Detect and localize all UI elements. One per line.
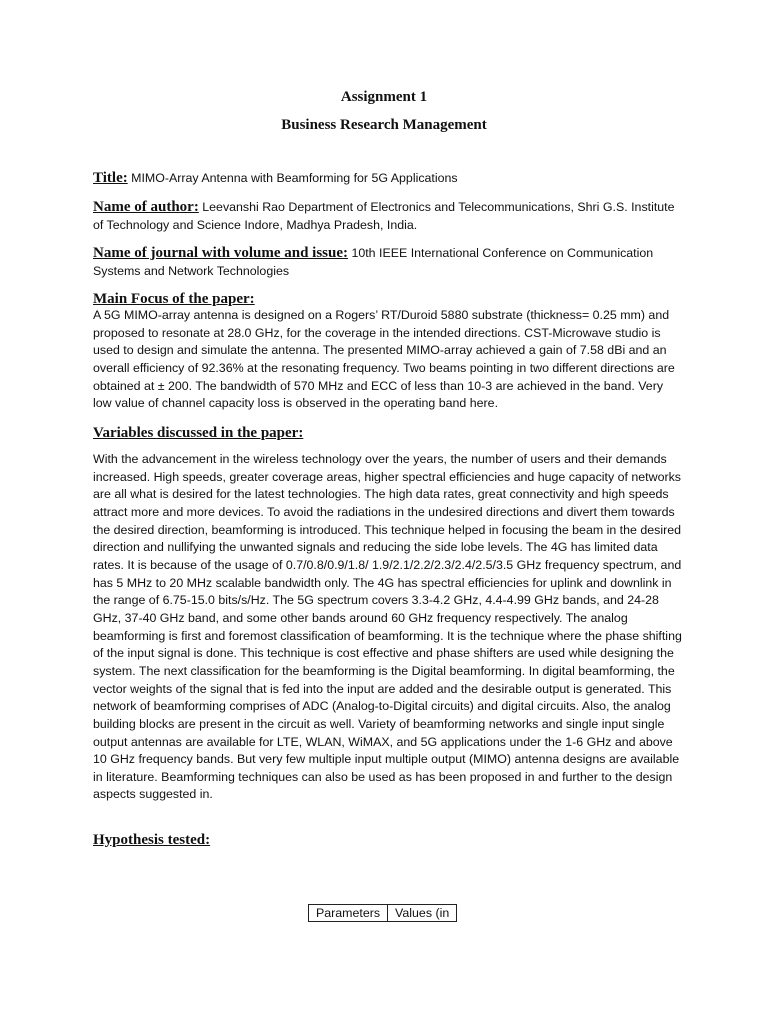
variables-paragraph: With the advancement in the wireless technology over the years, the number of users and their demands increased. High speeds, greater coverage areas, higher spectral efficiencies and huge capacity of networks are all what is desired for the latest technologies. The high data rates, great connectivity and high speeds attract more and more devices. To avoid the radiations in the undesired directions and divert them towards the desired direction, beamforming is introduced. This technique helped in focusing the beam in the desired direction and nullifying the unwanted signals and reducing the side lobe levels. The 4G has limited data rates. It is because of the usage of 0.7/0.8/0.9/1.8/ 1.9/2.1/2.2/2.3/2.4/2.5/3.5 GHz frequency spectrum, and has 5 MHz to 20 MHz scalable bandwidth only. The 4G has spectral efficiencies for uplink and downlink in the range of 6.75-15.0 bits/s/Hz. The 5G spectrum covers 3.3-4.2 GHz, 4.4-4.99 GHz bands, and 24-28 GHz, 37-40 GHz band, and some other bands around 60 GHz frequency respectively. The analog beamforming is first and foremost classification of beamforming. It is the technique where the phase shifting of the input signal is done. This technique is cost effective and phase shifters are used while designing the system. The next classification for the beamforming is the Digital beamforming. In digital beamforming, the vector weights of the signal that is fed into the input are added and the desirable output is generated. This network of beamforming comprises of ADC (Analog-to-Digital circuits) and digital circuits. Also, the analog building blocks are present in the circuit as well. Variety of beamforming networks and single input single output antennas are available for LTE, WLAN, WiMAX, and 5G applications under the 1-6 GHz and above 10 GHz frequency bands. But very few multiple input multiple output (MIMO) antenna designs are available in literature. Beamforming techniques can also be used as has been proposed in and further to the design aspects suggested in.	[93, 452, 682, 802]
author-line	[93, 199, 685, 234]
main-focus-heading: Main Focus of the paper:	[93, 291, 255, 307]
author-value: Leevanshi Rao Department of Electronics and Telecommunications, Shri G.S. Institute of Technology and Science Indore, Madhya Pradesh, India.	[93, 200, 675, 232]
assignment-title: Assignment 1	[340, 89, 428, 105]
title-label: Title:	[93, 170, 128, 186]
table-header-row	[309, 905, 457, 922]
course-title: Business Research Management	[281, 117, 487, 133]
variables-heading: Variables discussed in the paper:	[93, 425, 304, 441]
journal-value: 10th IEEE International Conference on Communication Systems and Network Technologies	[93, 246, 654, 278]
author-label: Name of author:	[93, 199, 199, 215]
paper-title-line	[93, 170, 685, 188]
main-focus-paragraph: A 5G MIMO-array antenna is designed on a Rogers’ RT/Duroid 5880 substrate (thickness= 0.25 mm) and proposed to resonate at 28.0 GHz, for the coverage in the intended directions. CST-Microwave studio is used to design and simulate the antenna. The presented MIMO-array achieved a gain of 7.58 dBi and an overall efficiency of 92.36% at the resonating frequency. Two beams pointing in two different directions are obtained at ± 200. The bandwidth of 570 MHz and ECC of less than 10-3 are achieved in the band. Very low value of channel capacity loss is observed in the operating band here.	[93, 308, 675, 411]
hypothesis-heading: Hypothesis tested:	[93, 832, 211, 848]
parameters-table	[308, 904, 457, 922]
journal-label: Name of journal with volume and issue:	[93, 245, 349, 261]
journal-line	[93, 245, 685, 280]
table-header-cell: Parameters	[309, 905, 388, 922]
table-header-cell: Values (in	[388, 905, 457, 922]
paper-title: MIMO-Array Antenna with Beamforming for 5G Applications	[127, 171, 458, 185]
